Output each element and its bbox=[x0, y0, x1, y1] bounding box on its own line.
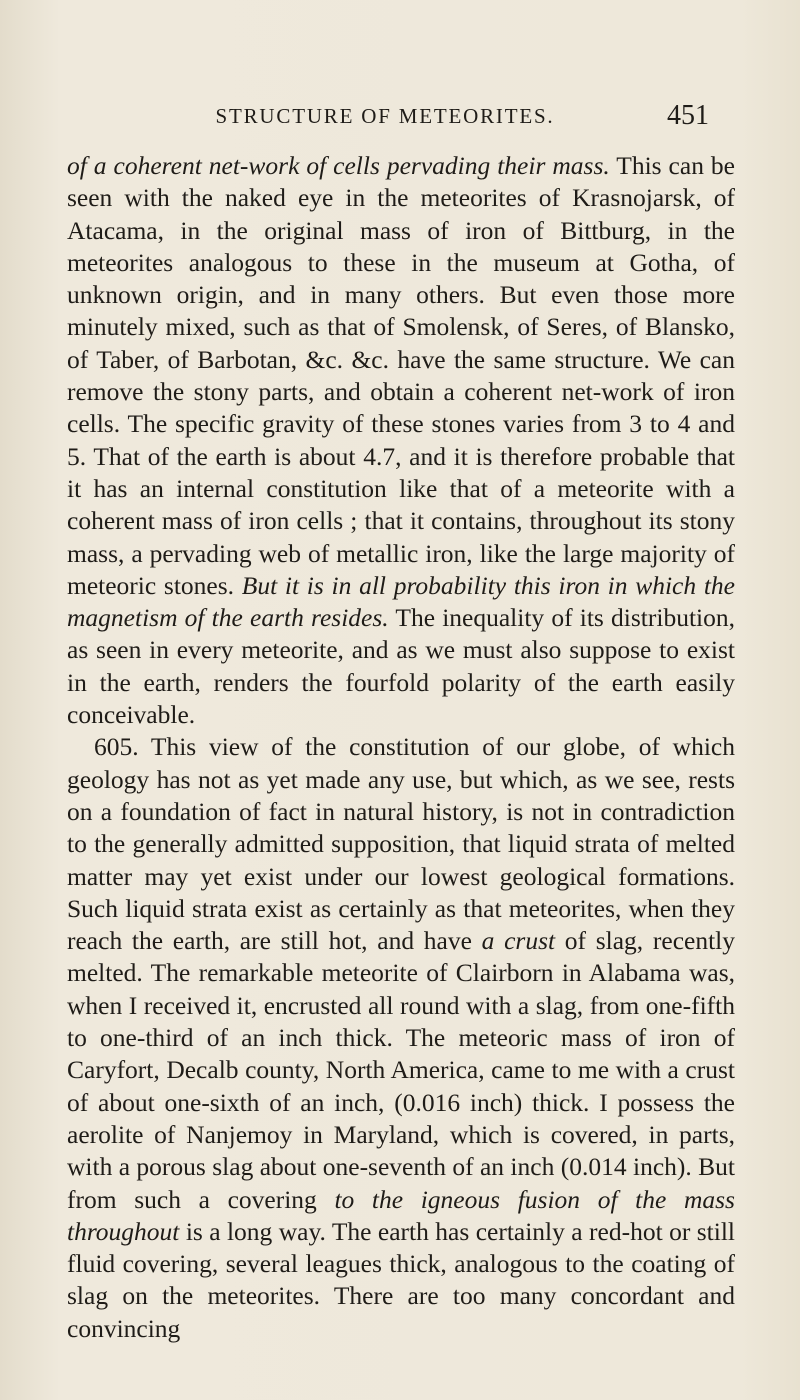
text-run: is a long way. The earth has certainly a red-hot or still fluid covering, several leagues thick, analogous to the coating of slag on the meteorites. There are too many concordant and convincing bbox=[67, 1216, 735, 1343]
italic-phrase: But it is in all probability this iron in which the magnetism of the earth resides. bbox=[67, 570, 735, 633]
italic-phrase: a crust bbox=[481, 926, 556, 956]
italic-phrase: to the igneous fusion of the mass throughout bbox=[67, 1184, 735, 1246]
text-run: of slag, recently melted. The remarkable meteorite of Clairborn in Alabama was, when I received it, encrusted all round with a slag, from one-fifth to one-third of an inch thick. The meteoric mass of iron of Caryfort, Decalb county, North America, came to me with a crust of about one-sixth of an inch, (0.016 inch) thick. I possess the aerolite of Nanjemoy in Maryland, which is covered, in parts, with a porous slag about one-seventh of an inch (0.014 inch). But from such a covering bbox=[67, 926, 735, 1214]
text-run: 605. This view of the constitution of our globe, of which geology has not as yet made any use, but which, as we see, rests on a foundation of fact in natural history, is not in contradiction to the generally admitted supposition, that liquid strata of melted matter may yet exist under our lowest geological formations. Such liquid strata exist as certainly as that meteorites, when they reach the earth, are still hot, and have bbox=[67, 732, 735, 956]
running-head bbox=[0, 100, 800, 134]
text-run: The inequality of its distribution, as seen in every meteorite, and as we must also suppose to exist in the earth, renders the fourfold polarity of the earth easily conceivable. bbox=[67, 603, 735, 730]
paragraph-1 bbox=[67, 150, 735, 731]
page-number: 451 bbox=[667, 100, 709, 131]
paragraph-2 bbox=[67, 731, 735, 1345]
text-run: This can be seen with the naked eye in the meteorites of Krasnojarsk, of Atacama, in the original mass of iron of Bittburg, in the meteorites analogous to these in the museum at Gotha, of unknown origin, and in many others. But even those more minutely mixed, such as that of Smolensk, of Seres, of Blansko, of Taber, of Barbotan, &c. &c. have the same structure. We can remove the stony parts, and obtain a coherent net-work of iron cells. The specific gravity of these stones varies from 3 to 4 and 5. That of the earth is about 4.7, and it is therefore probable that it has an internal constitution like that of a meteorite with a coherent mass of iron cells ; that it contains, throughout its stony mass, a pervading web of metallic iron, like the large majority of meteoric stones. bbox=[67, 151, 735, 600]
italic-phrase: of a coherent net-work of cells pervading their mass. bbox=[67, 151, 610, 180]
body-text bbox=[67, 150, 735, 1345]
running-title: STRUCTURE OF METEORITES. bbox=[215, 104, 555, 128]
